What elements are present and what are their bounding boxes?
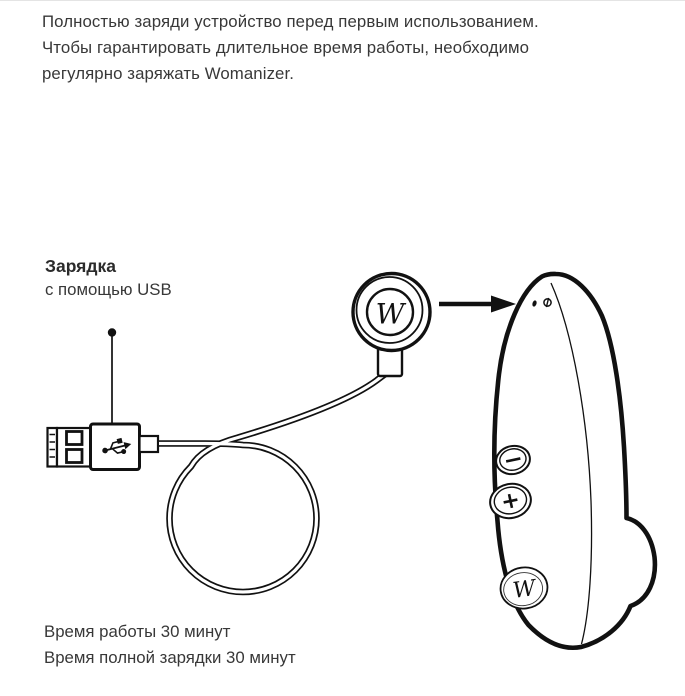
charging-illustration <box>0 1 685 696</box>
arrow-right-icon <box>439 296 516 313</box>
spec-runtime: Время работы 30 минут <box>44 622 231 641</box>
usb-plug-icon <box>48 424 159 470</box>
magnetic-charger-head-icon <box>353 274 430 377</box>
device-logo: W <box>511 576 538 604</box>
callout-dot-line <box>108 328 116 424</box>
intro-line-1: Полностью заряди устройство перед первым использованием. <box>42 12 539 31</box>
intro-line-3: регулярно заряжать Womanizer. <box>42 64 295 83</box>
womanizer-device <box>487 274 655 648</box>
battery-specs <box>44 619 296 671</box>
spec-charge-time: Время полной зарядки 30 минут <box>44 648 296 667</box>
section-title: Зарядка <box>45 256 116 276</box>
intro-line-2: Чтобы гарантировать длительное время работы, необходимо <box>42 38 530 57</box>
manual-page <box>0 1 685 696</box>
charging-cable <box>159 371 390 593</box>
charger-logo: W <box>375 297 405 331</box>
section-subtitle: с помощью USB <box>45 280 172 299</box>
